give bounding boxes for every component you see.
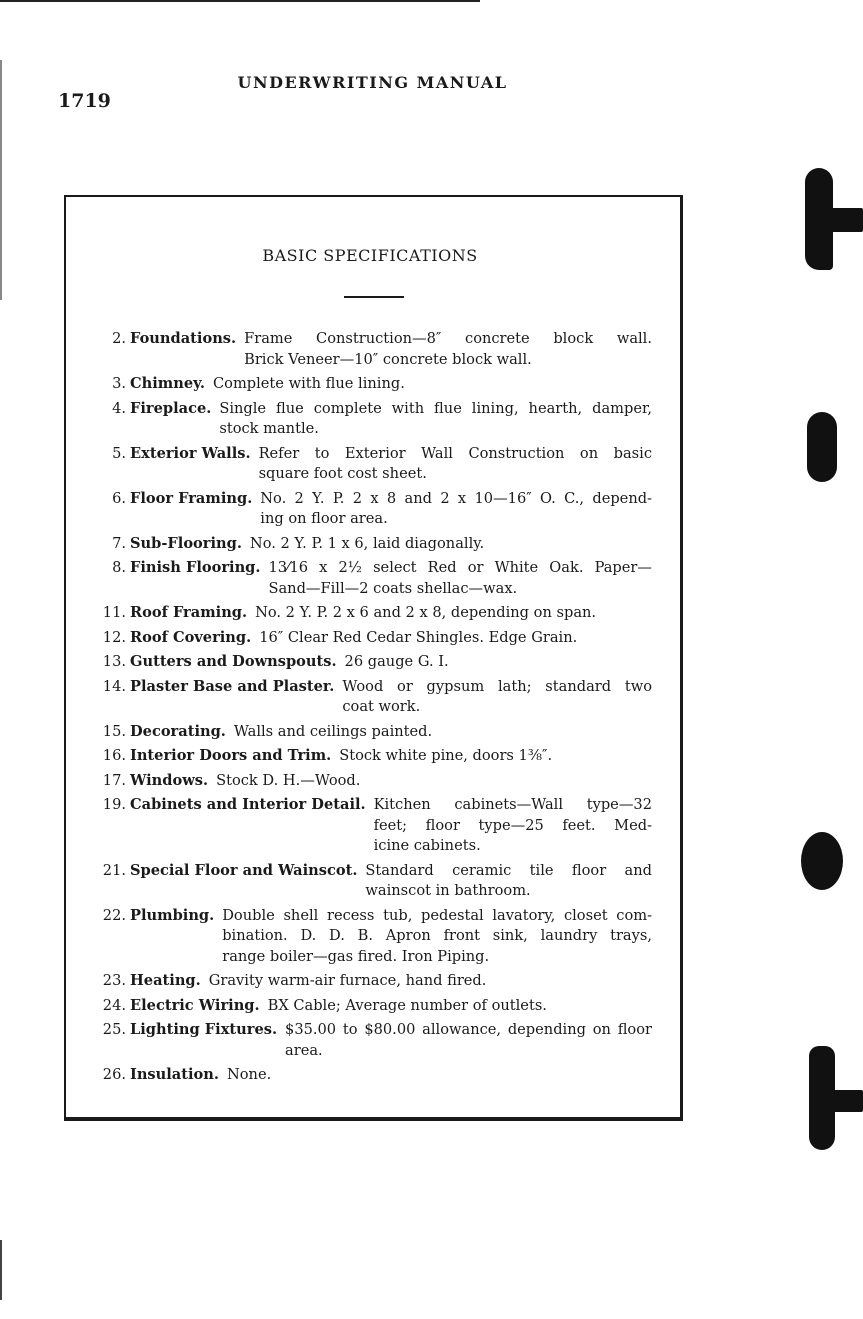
thumb-index-tab [801,832,843,890]
title-rule [344,296,404,298]
spec-text-line: stock mantle. [219,420,319,437]
spec-text-line: None. [226,1066,272,1083]
spec-content [130,795,652,857]
spec-text-line: No. 2 Y. P. 2 x 8 and 2 x 10—16″ O. C., depend- [260,489,652,507]
spec-number: 17. [102,771,126,789]
spec-text-line: $35.00 to $80.00 allowance, depending on floor [285,1021,652,1038]
spec-text-line: Stock D. H.—Wood. [216,771,361,789]
spec-number: 8. [112,559,126,576]
spec-item [86,722,652,743]
spec-number: 15. [102,722,126,740]
spec-content [130,1065,652,1086]
spec-item [86,534,652,555]
spec-content [130,746,652,767]
spec-content [130,677,652,718]
spec-item [86,1065,652,1086]
spec-label: Fireplace. [130,399,212,417]
spec-content [130,558,652,599]
spec-label: Roof Covering. [130,628,252,646]
spec-label: Roof Framing. [130,604,248,621]
spec-content [130,771,652,792]
spec-number: 5. [112,444,126,462]
spec-label: Plaster Base and Plaster. [130,677,335,695]
thumb-index-tab-bar [827,208,863,232]
spec-label: Insulation. [130,1066,219,1083]
box-title: BASIC SPECIFICATIONS [262,246,478,265]
spec-label: Floor Framing. [130,489,253,507]
spec-item [86,558,652,599]
spec-content [130,861,652,902]
specifications-list [86,329,652,1090]
spec-number: 3. [112,375,126,392]
spec-text-line: Brick Veneer—10″ concrete block wall. [244,350,532,368]
spec-content [130,996,652,1017]
spec-number: 12. [102,628,126,646]
spec-label: Electric Wiring. [130,996,260,1014]
spec-label: Sub-Flooring. [130,534,242,552]
spec-number: 6. [112,489,126,507]
spec-content [130,489,652,530]
spec-number: 14. [102,677,126,695]
spec-text-line: Standard ceramic tile floor and [365,861,652,879]
spec-text-line: 16″ Clear Red Cedar Shingles. Edge Grain. [259,628,578,646]
spec-label: Foundations. [130,330,237,347]
spec-label: Decorating. [130,722,226,740]
spec-text-line: 13⁄16 x 2½ select Red or White Oak. Paper— [268,559,652,576]
spec-content [130,374,652,395]
spec-label: Lighting Fixtures. [130,1021,278,1038]
spec-text-line: coat work. [342,698,421,715]
spec-content [130,652,652,673]
spec-content [130,722,652,743]
spec-text-line: bination. D. D. B. Apron front sink, laundry trays, [222,927,652,944]
spec-number: 21. [102,861,126,879]
spec-number: 11. [102,604,126,621]
top-edge-line [0,0,480,2]
spec-number: 26. [102,1066,126,1083]
spec-label: Finish Flooring. [130,559,261,576]
spec-content [130,971,652,992]
spec-text-line: Refer to Exterior Wall Construction on basic [258,444,652,462]
spec-content [130,444,652,485]
spec-label: Heating. [130,972,201,989]
spec-label: Exterior Walls. [130,444,251,462]
spec-label: Special Floor and Wainscot. [130,861,358,879]
spec-number: 13. [102,653,126,670]
spec-item [86,1020,652,1061]
spec-item [86,652,652,673]
spec-text-line: Wood or gypsum lath; standard two [342,677,652,695]
spec-number: 4. [112,399,126,417]
spec-number: 2. [112,330,126,347]
spec-number: 7. [112,534,126,552]
spec-text-line: Single flue complete with flue lining, hearth, damper, [219,399,652,417]
spec-label: Cabinets and Interior Detail. [130,796,366,813]
running-header: UNDERWRITING MANUAL [237,73,508,92]
spec-number: 25. [102,1021,126,1038]
spec-label: Gutters and Downspouts. [130,653,337,670]
spec-item [86,771,652,792]
spec-text-line: wainscot in bathroom. [365,882,531,899]
spec-text-line: ing on floor area. [260,510,388,527]
spec-text-line: Complete with flue lining. [213,375,405,392]
left-edge-mark-lower [0,1240,2,1300]
spec-text-line: square foot cost sheet. [258,465,427,482]
spec-label: Plumbing. [130,906,215,924]
spec-item [86,795,652,857]
spec-item [86,861,652,902]
spec-label: Interior Doors and Trim. [130,747,332,764]
spec-text-line: 26 gauge G. I. [344,653,449,670]
spec-text-line: icine cabinets. [373,837,481,854]
spec-item [86,996,652,1017]
spec-number: 22. [102,906,126,924]
spec-text-line: Double shell recess tub, pedestal lavatory, closet com- [222,906,652,924]
spec-number: 24. [102,996,126,1014]
spec-text-line: range boiler—gas fired. Iron Piping. [222,947,490,965]
spec-content [130,603,652,624]
spec-text-line: area. [285,1041,323,1059]
thumb-index-tab-bar [831,1090,863,1112]
spec-label: Windows. [130,771,209,789]
spec-number: 19. [102,796,126,813]
spec-content [130,399,652,440]
spec-text-line: BX Cable; Average number of outlets. [267,996,547,1014]
spec-content [130,534,652,555]
spec-text-line: Kitchen cabinets—Wall type—32 [373,796,652,813]
spec-content [130,329,652,370]
spec-number: 16. [102,747,126,764]
spec-item [86,444,652,485]
spec-text-line: Stock white pine, doors 1⅜″. [339,747,553,764]
spec-text-line: Walls and ceilings painted. [233,722,433,740]
spec-item [86,329,652,370]
spec-item [86,489,652,530]
spec-item [86,374,652,395]
spec-content [130,628,652,649]
spec-item [86,746,652,767]
spec-item [86,628,652,649]
spec-number: 23. [102,972,126,989]
spec-item [86,399,652,440]
spec-item [86,971,652,992]
spec-text-line: No. 2 Y. P. 1 x 6, laid diagonally. [249,534,485,552]
spec-item [86,603,652,624]
spec-label: Chimney. [130,375,205,392]
spec-text-line: feet; floor type—25 feet. Med- [373,816,652,834]
left-edge-mark [0,60,2,300]
spec-text-line: No. 2 Y. P. 2 x 6 and 2 x 8, depending on span. [255,604,597,621]
thumb-index-tab [807,412,837,482]
spec-text-line: Sand—Fill—2 coats shellac—wax. [268,579,518,597]
spec-content [130,1020,652,1061]
spec-text-line: Frame Construction—8″ concrete block wall. [244,330,652,347]
spec-item [86,906,652,968]
spec-content [130,906,652,968]
spec-item [86,677,652,718]
page-number: 1719 [58,90,111,112]
spec-text-line: Gravity warm-air furnace, hand fired. [208,972,487,989]
